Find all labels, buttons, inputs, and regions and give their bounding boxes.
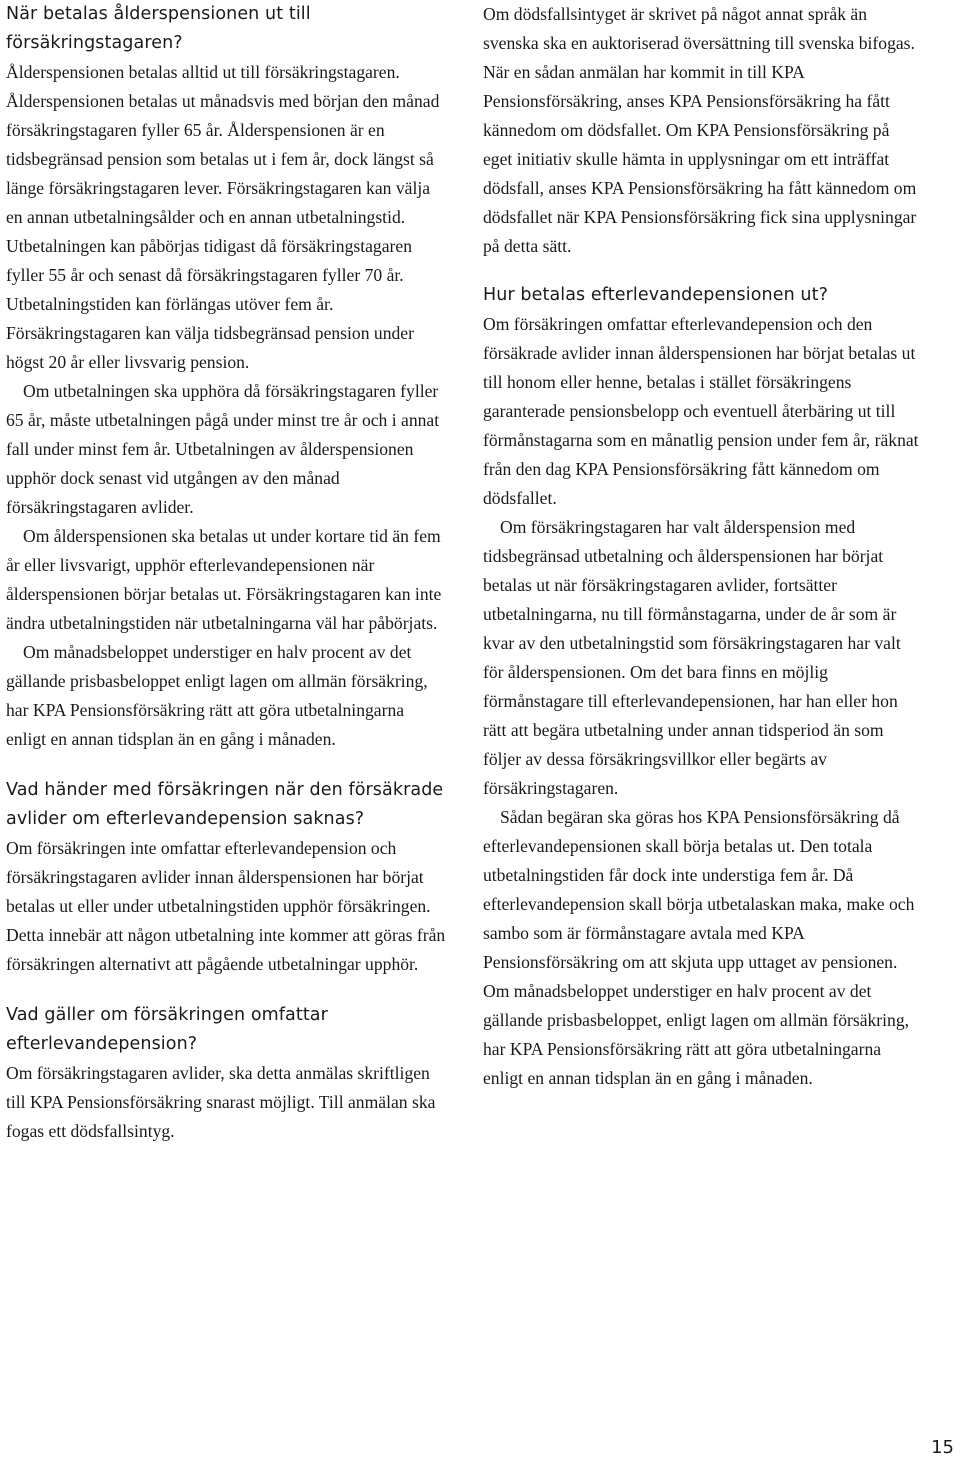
paragraph: Sådan begäran ska göras hos KPA Pensionsförsäkring då efterlevandepensionen skall börja betalas ut. Den totala utbetalningstiden får dock inte understiga fem år. Då efterlevandepension skall börja utbetalaskan maka, make och sambo som är förmånstagare avtala med KPA Pensionsförsäkring om att skjuta upp uttaget av pensionen. Om månadsbeloppet understiger en halv procent av det gällande prisbasbeloppet, enligt lagen om allmän försäkring, har KPA Pensionsförsäkring rätt att göra utbetalningarna enligt en annan tidsplan än en gång i månaden. [483,807,915,1088]
page-number: 15 [931,1437,954,1458]
right-column [483,0,923,1093]
paragraph: Om ålderspensionen ska betalas ut under kortare tid än fem år eller livsvarigt, upphör efterlevandepensionen när ålderspensionen börjar betalas ut. Försäkringstagaren kan inte ändra utbetalningstiden när utbetalningarna väl har påbörjats. [6,526,442,633]
section-death-without-survivor-pension [6,776,446,979]
section-survivor-pension-payout [483,281,923,1093]
section-death-certificate [483,0,923,261]
paragraph: Om försäkringen omfattar efterlevandepension och den försäkrade avlider innan ålderspensionen har börjat betalas ut till honom eller henne, betalas i stället försäkringens garanterade pensionsbelopp och eventuell återbäring ut till förmånstagarna som en månatlig pension under fem år, räknat från den dag KPA Pensionsförsäkring fått kännedom om dödsfallet. [483,314,919,508]
section-payout-to-policyholder [6,0,446,754]
section-heading: Vad händer med försäkringen när den försäkrade avlider om efterlevandepension saknas? [6,780,444,829]
paragraph: Om dödsfallsintyget är skrivet på något annat språk än svenska ska en auktoriserad översättning till svenska bifogas. När en sådan anmälan har kommit in till KPA Pensionsförsäkring, anses KPA Pensionsförsäkring ha fått kännedom om dödsfallet. Om KPA Pensionsförsäkring på eget initiativ skulle hämta in upplysningar om ett inträffat dödsfall, anses KPA Pensionsförsäkring ha fått kännedom om dödsfallet när KPA Pensionsförsäkring fick sina upplysningar på detta sätt. [483,4,917,256]
paragraph: Om försäkringstagaren har valt ålderspension med tidsbegränsad utbetalning och ålderspensionen har börjat betalas ut när försäkringstagaren avlider, fortsätter utbetalningarna, nu till förmånstagarna, under de år som är kvar av den utbetalningstid som försäkringstagaren har valt för ålderspensionen. Om det bara finns en möjlig förmånstagare till efterlevandepensionen, har han eller hon rätt att begära utbetalning under annan tidsperiod än som följer av dessa försäkringsvillkor eller begärts av försäkringstagaren. [483,517,901,798]
section-with-survivor-pension [6,1001,446,1146]
section-heading: Hur betalas efterlevandepensionen ut? [483,285,828,305]
paragraph: Ålderspensionen betalas alltid ut till försäkringstagaren. Ålderspensionen betalas ut månadsvis med början den månad försäkringstagaren fyller 65 år. Ålderspensionen är en tidsbegränsad pension som betalas ut i fem år, dock längst så länge försäkringstagaren lever. Försäkringstagaren kan välja en annan utbetalningsålder och en annan utbetalningstid. Utbetalningen kan påbörjas tidigast då försäkringstagaren fyller 55 år och senast då försäkringstagaren fyller 70 år. Utbetalningstiden kan förlängas utöver fem år. Försäkringstagaren kan välja tidsbegränsad pension under högst 20 år eller livsvarig pension. [6,62,440,372]
left-column [6,0,446,1146]
paragraph: Om utbetalningen ska upphöra då försäkringstagaren fyller 65 år, måste utbetalningen pågå under minst tre år och i annat fall under minst fem år. Utbetalningen av ålderspensionen upphör dock senast vid utgången av den månad försäkringstagaren avlider. [6,381,440,517]
section-heading: När betalas ålderspensionen ut till försäkringstagaren? [6,4,311,53]
paragraph: Om försäkringstagaren avlider, ska detta anmälas skriftligen till KPA Pensionsförsäkring snarast möjligt. Till anmälan ska fogas ett dödsfallsintyg. [6,1063,436,1141]
paragraph: Om försäkringen inte omfattar efterlevandepension och försäkringstagaren avlider innan ålderspensionen har börjat betalas ut eller under utbetalningstiden upphör försäkringen. Detta innebär att någon utbetalning inte kommer att göras från försäkringen alternativt att pågående utbetalningar upphör. [6,838,446,974]
paragraph: Om månadsbeloppet understiger en halv procent av det gällande prisbasbeloppet enligt lagen om allmän försäkring, har KPA Pensionsförsäkring rätt att göra utbetalningarna enligt en annan tidsplan än en gång i månaden. [6,642,428,749]
section-heading: Vad gäller om försäkringen omfattar efterlevandepension? [6,1005,328,1054]
